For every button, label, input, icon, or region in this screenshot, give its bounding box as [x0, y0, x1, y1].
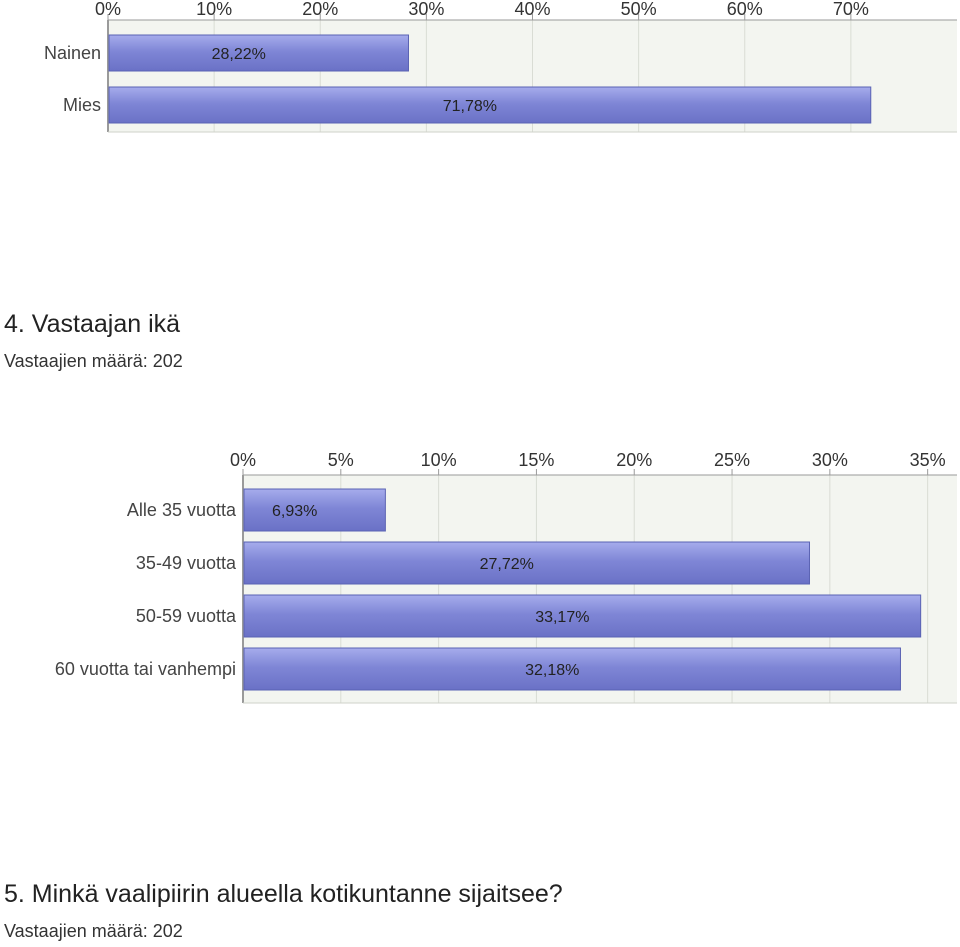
category-label: 50-59 vuotta [135, 606, 236, 626]
x-tick-label: 20% [302, 0, 339, 19]
gender-bar-chart [0, 0, 960, 140]
age-bar-chart [0, 440, 960, 710]
x-tick-label: 60% [726, 0, 763, 19]
x-tick-label: 30% [408, 0, 445, 19]
question-5-respondents: Vastaajien määrä: 202 [4, 921, 183, 941]
data-label: 28,22% [211, 46, 266, 63]
x-tick-label: 10% [420, 450, 457, 470]
data-label: 27,72% [479, 556, 534, 573]
x-tick-label: 35% [909, 450, 946, 470]
x-tick-label: 20% [616, 450, 653, 470]
x-tick-label: 0% [229, 450, 257, 470]
data-label: 33,17% [535, 609, 590, 626]
x-tick-label: 10% [196, 0, 233, 19]
category-label: 60 vuotta tai vanhempi [54, 659, 236, 679]
x-tick-label: 70% [832, 0, 869, 19]
x-tick-label: 50% [620, 0, 657, 19]
x-tick-label: 15% [518, 450, 555, 470]
data-label: 71,78% [442, 98, 498, 115]
question-4-respondents: Vastaajien määrä: 202 [4, 351, 183, 371]
x-tick-label: 25% [714, 450, 751, 470]
question-4-title: 4. Vastaajan ikä [4, 310, 181, 338]
x-tick-label: 30% [811, 450, 848, 470]
x-tick-label: 40% [514, 0, 551, 19]
x-tick-label: 5% [327, 450, 354, 470]
category-label: Alle 35 vuotta [126, 500, 236, 520]
category-label: 35-49 vuotta [135, 553, 236, 573]
data-label: 6,93% [271, 503, 318, 520]
category-label: Nainen [43, 43, 101, 63]
category-label: Mies [62, 95, 101, 115]
data-label: 32,18% [525, 662, 580, 679]
x-tick-label: 0% [94, 0, 122, 19]
question-5-title: 5. Minkä vaalipiirin alueella kotikuntanne sijaitsee? [4, 880, 563, 908]
